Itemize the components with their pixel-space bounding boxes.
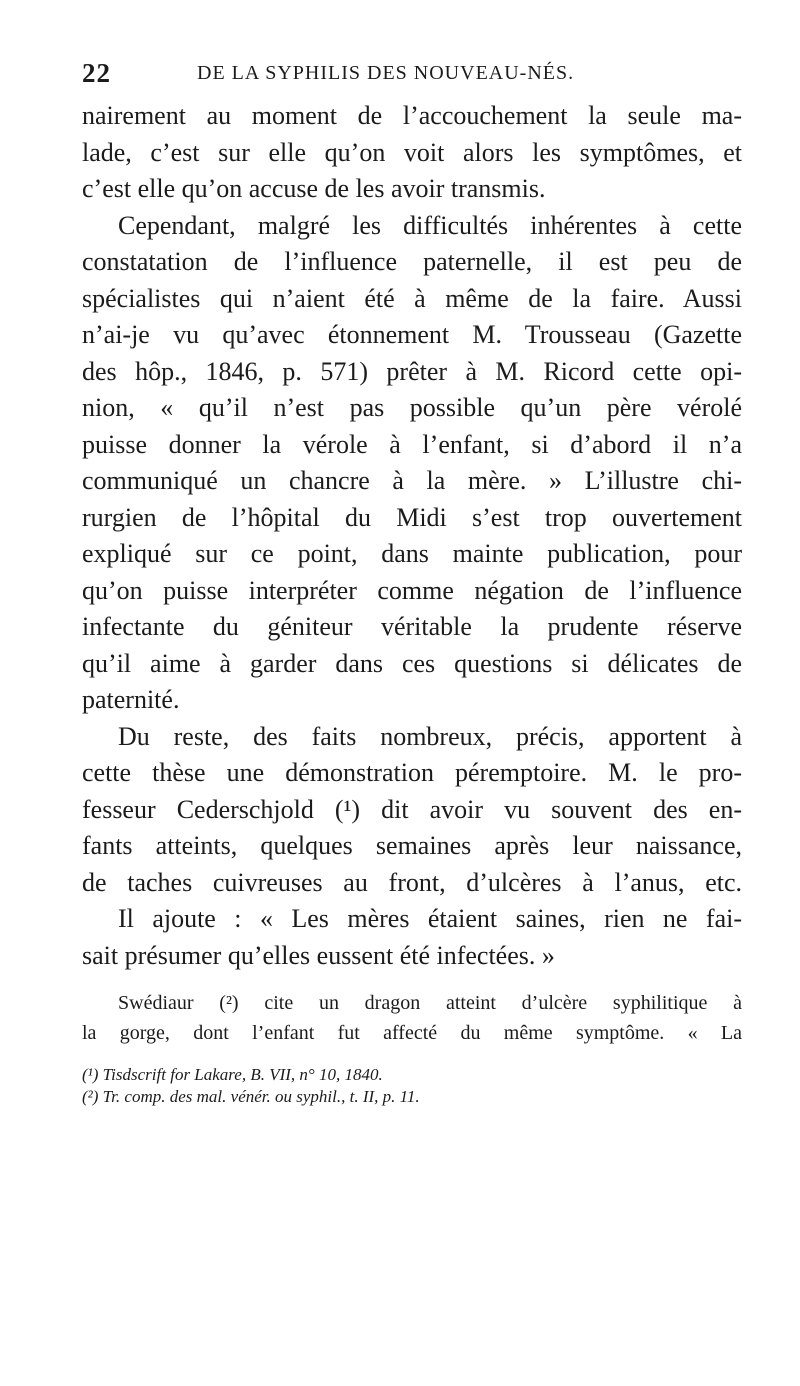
- text-line: nion, « qu’il n’est pas possible qu’un père vérolé: [82, 393, 742, 422]
- text-line: n’ai-je vu qu’avec étonnement M. Trousseau (Gazette: [82, 320, 742, 349]
- text-line: Il ajoute : « Les mères étaient saines, rien ne fai-: [118, 904, 742, 933]
- text-line: constatation de l’influence paternelle, il est peu de: [82, 247, 742, 276]
- text-line: lade, c’est sur elle qu’on voit alors les symptômes, et: [82, 137, 742, 167]
- text-line: qu’il aime à garder dans ces questions si délicates de: [82, 648, 742, 678]
- book-page: [82, 58, 742, 1108]
- small-text-line: la gorge, dont l’enfant fut affecté du même symptôme. « La: [82, 1022, 742, 1044]
- text-line: c’est elle qu’on accuse de les avoir transmis.: [82, 174, 546, 203]
- footnotes: [82, 1064, 742, 1108]
- running-title: DE LA SYPHILIS DES NOUVEAU-NÉS.: [197, 62, 575, 84]
- text-line: des hôp., 1846, p. 571) prêter à M. Ricord cette opi-: [82, 356, 742, 386]
- text-line: Cependant, malgré les difficultés inhérentes à cette: [118, 210, 742, 240]
- text-line: rurgien de l’hôpital du Midi s’est trop ouvertement: [82, 502, 742, 532]
- small-text-line: Swédiaur (²) cite un dragon atteint d’ulcère syphilitique à: [118, 992, 742, 1014]
- text-line: nairement au moment de l’accouchement la seule ma-: [82, 101, 742, 130]
- text-line: cette thèse une démonstration péremptoire. M. le pro-: [82, 758, 742, 787]
- text-line: spécialistes qui n’aient été à même de la faire. Aussi: [82, 283, 742, 313]
- text-line: qu’on puisse interpréter comme négation de l’influence: [82, 575, 742, 605]
- text-line: communiqué un chancre à la mère. » L’illustre chi-: [82, 466, 742, 495]
- footnote-1: (¹) Tisdscrift for Lakare, B. VII, n° 10, 1840.: [82, 1065, 383, 1084]
- text-line: puisse donner la vérole à l’enfant, si d’abord il n’a: [82, 429, 742, 459]
- page-number: 22: [82, 58, 111, 88]
- text-line: infectante du géniteur véritable la prudente réserve: [82, 612, 742, 641]
- small-print-paragraph: [82, 988, 742, 1048]
- text-line: sait présumer qu’elles eussent été infectées. »: [82, 940, 555, 970]
- footnote-2: (²) Tr. comp. des mal. vénér. ou syphil., t. II, p. 11.: [82, 1087, 420, 1106]
- text-line: Du reste, des faits nombreux, précis, apportent à: [118, 721, 742, 751]
- text-line: paternité.: [82, 685, 180, 714]
- text-line: fesseur Cederschjold (¹) dit avoir vu souvent des en-: [82, 794, 742, 824]
- text-line: fants atteints, quelques semaines après leur naissance,: [82, 831, 742, 860]
- text-line: expliqué sur ce point, dans mainte publication, pour: [82, 539, 742, 568]
- page-header: [82, 58, 742, 98]
- text-line: de taches cuivreuses au front, d’ulcères à l’anus, etc.: [82, 867, 742, 897]
- body-paragraphs: [82, 98, 742, 974]
